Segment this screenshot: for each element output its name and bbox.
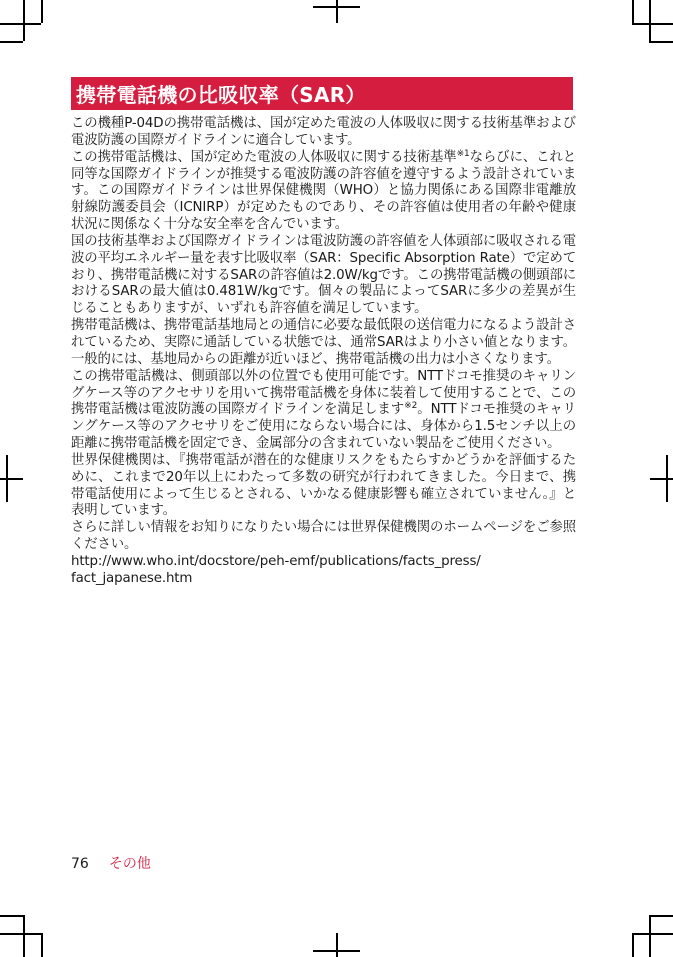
crop-mark	[650, 478, 673, 480]
section-title-bar	[71, 77, 573, 110]
paragraph-text: この携帯電話機は、側頭部以外の位置でも使用可能です。NTTドコモ推奨のキャリングケース等のアクセサリを用いて携帯電話機を身体に装着して使用することで、この携帯電話機は電波防護の国際ガイドラインを満足します	[71, 368, 576, 418]
crop-mark	[41, 0, 43, 23]
paragraph-who-statement: 世界保健機関は、『携帯電話が潜在的な健康リスクをもたらすかどうかを評価するために、これまで20年以上にわたって多数の研究が行われてきました。今日まで、携帯電話使用によって生じるとされる、いかなる健康影響も確立されていません。』と表明しています。	[71, 452, 576, 519]
crop-mark	[23, 915, 25, 957]
paragraph-text: 。NTTドコモ推奨のキャリングケース等のアクセサリをご使用にならない場合には、身体から1.5センチ以上の距離に携帯電話機を固定でき、金属部分の含まれていない製品をご使用ください。	[71, 402, 577, 452]
crop-mark	[0, 915, 23, 917]
crop-mark	[632, 0, 634, 23]
paragraph-body-worn	[71, 369, 576, 453]
crop-mark	[632, 23, 673, 25]
crop-mark	[649, 915, 673, 917]
crop-mark	[632, 933, 673, 935]
crop-mark	[0, 23, 41, 25]
crop-mark	[0, 478, 23, 480]
paragraph-text: ならびに、これと同等な国際ガイドラインが推奨する電波防護の許容値を遵守するよう設計されています。この国際ガイドラインは世界保健機関（WHO）と協力関係にある国際非電離放射線防護委員会（ICNIRP）が定めたものであり、その許容値は使用者の年齢や健康状況に関係なく十分な安全率を含んでいます。	[71, 149, 576, 233]
paragraph-compliance: この機種P-04Dの携帯電話機は、国が定めた電波の人体吸収に関する技術基準および電波防護の国際ガイドラインに適合しています。	[71, 116, 576, 148]
document-body	[71, 116, 576, 588]
who-url-link[interactable]	[71, 554, 576, 588]
crop-mark	[41, 933, 43, 957]
crop-mark	[649, 41, 673, 43]
crop-mark	[336, 933, 338, 957]
crop-mark	[23, 0, 25, 41]
crop-mark	[649, 0, 651, 41]
crop-mark	[0, 41, 23, 43]
footnote-ref-2: ※2	[404, 401, 418, 412]
page-footer	[71, 853, 151, 873]
crop-mark	[336, 0, 338, 23]
paragraph-text: この携帯電話機は、国が定めた電波の人体吸収に関する技術基準	[71, 149, 457, 165]
page-title: 携帯電話機の比吸収率（SAR）	[76, 83, 366, 107]
url-line-1: http://www.who.int/docstore/peh-emf/publications/facts_press/	[71, 553, 481, 569]
crop-mark	[313, 950, 360, 952]
page-number: 76	[71, 856, 89, 872]
crop-mark	[649, 915, 651, 957]
paragraph-design-standard	[71, 150, 576, 234]
footnote-ref-1: ※1	[456, 148, 470, 159]
crop-mark	[632, 933, 634, 957]
paragraph-transmit-power: 携帯電話機は、携帯電話基地局との通信に必要な最低限の送信電力になるよう設計されているため、実際に通話している状態では、通常SARはより小さい値となります。一般的には、基地局からの距離が近いほど、携帯電話機の出力は小さくなります。	[71, 318, 576, 367]
section-name: その他	[108, 856, 151, 872]
crop-mark	[0, 933, 41, 935]
paragraph-sar-values: 国の技術基準および国際ガイドラインは電波防護の許容値を人体頭部に吸収される電波の平均エネルギー量を表す比吸収率（SAR：Specific Absorption Rate）で定めており、携帯電話機に対するSARの許容値は2.0W/kgです。この携帯電話機の側頭部におけるSARの最大値は0.481W/kgです。個々の製品によってSARに多少の差異が生じることもありますが、いずれも許容値を満足しています。	[71, 233, 576, 317]
url-line-2: fact_japanese.htm	[71, 570, 193, 586]
paragraph-more-info: さらに詳しい情報をお知りになりたい場合には世界保健機関のホームページをご参照ください。	[71, 520, 576, 553]
